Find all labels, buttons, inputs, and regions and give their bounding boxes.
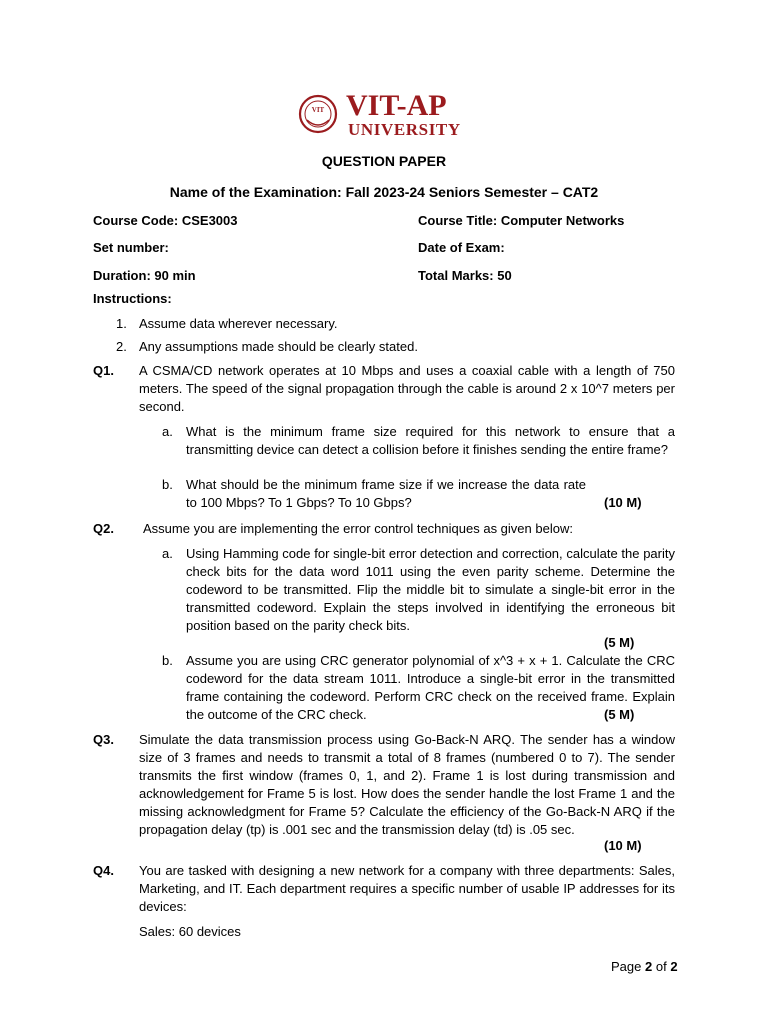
duration: Duration: 90 min	[93, 268, 196, 283]
logo-subtitle: UNIVERSITY	[348, 120, 461, 139]
page-total: 2	[670, 959, 678, 974]
set-number: Set number:	[93, 240, 169, 255]
seal-text: VIT	[311, 106, 325, 114]
logo-name: VIT-AP	[346, 90, 447, 122]
question-number-q3: Q3.	[93, 732, 114, 747]
question-q1-b: What should be the minimum frame size if we increase the data rate to 100 Mbps? To 1 Gbps? To 10 Gbps?	[186, 477, 586, 510]
instructions-heading: Instructions:	[93, 291, 172, 306]
marks-q2-a: (5 M)	[604, 635, 635, 650]
university-seal-icon	[298, 90, 476, 140]
course-code: Course Code: CSE3003	[93, 213, 238, 228]
date-of-exam: Date of Exam:	[418, 240, 505, 255]
course-title: Course Title: Computer Networks	[418, 213, 625, 228]
sales-devices: Sales: 60 devices	[139, 924, 241, 939]
page-number	[611, 958, 678, 976]
question-text-q4: You are tasked with designing a new network for a company with three departments: Sales, Marketing, and IT. Each department requires a specific number of usable IP addresses for its devices:	[139, 863, 675, 914]
question-number-q2: Q2.	[93, 521, 114, 536]
marks-q1: (10 M)	[604, 495, 642, 510]
subquestion-label: b.	[162, 653, 173, 668]
question-number-q4: Q4.	[93, 863, 114, 878]
question-text-q2: Assume you are implementing the error control techniques as given below:	[143, 521, 573, 536]
page-title: QUESTION PAPER	[321, 153, 447, 169]
total-marks: Total Marks: 50	[418, 268, 512, 283]
marks-q3: (10 M)	[604, 838, 642, 853]
subquestion-label: a.	[162, 546, 173, 561]
subquestion-label: a.	[162, 424, 173, 439]
question-number-q1: Q1.	[93, 363, 114, 378]
question-q1-a: What is the minimum frame size required for this network to ensure that a transmitting device can detect a collision before it finishes sending the entire frame?	[186, 424, 675, 457]
page-current: 2	[645, 959, 653, 974]
question-q2-a: Using Hamming code for single-bit error detection and correction, calculate the parity check bits for the data word 1011 using the even parity scheme. Determine the codeword to be transmitted. Flip the middle bit to simulate a single-bit error in the transmitted codeword. Explain the steps involved in identifying the erroneous bit position based on the parity check bits.	[186, 546, 675, 633]
instruction-text: Any assumptions made should be clearly stated.	[139, 339, 418, 354]
instruction-text: Assume data wherever necessary.	[139, 316, 338, 331]
page-of: of	[655, 959, 667, 974]
exam-name: Name of the Examination: Fall 2023-24 Seniors Semester – CAT2	[169, 184, 599, 200]
question-text-q1: A CSMA/CD network operates at 10 Mbps and uses a coaxial cable with a length of 750 meters. The speed of the signal propagation through the cable is around 2 x 10^7 meters per second.	[139, 363, 675, 414]
university-logo	[298, 90, 476, 140]
page-word: Page	[611, 959, 642, 974]
question-q2-b: Assume you are using CRC generator polynomial of x^3 + x + 1. Calculate the CRC codeword for the data stream 1011. Introduce a single-bit error in the transmitted frame containing the codeword. Perform CRC check on the received frame. Explain the outcome of the CRC check.	[186, 653, 675, 722]
question-text-q3: Simulate the data transmission process using Go-Back-N ARQ. The sender has a window size of 3 frames and needs to transmit a total of 8 frames (numbered 0 to 7). The sender transmits the first window (frames 0, 1, and 2). Frame 1 is lost during transmission and acknowledgement for Frame 5 is lost. How does the sender handle the lost Frame 1 and the missing acknowledgment for Frame 5? Calculate the efficiency of the Go-Back-N ARQ if the propagation delay (tp) is .001 sec and the transmission delay (td) is .05 sec.	[139, 732, 675, 837]
instruction-number: 2.	[116, 339, 127, 354]
subquestion-label: b.	[162, 477, 173, 492]
instruction-number: 1.	[116, 316, 127, 331]
marks-q2-b: (5 M)	[604, 707, 635, 722]
